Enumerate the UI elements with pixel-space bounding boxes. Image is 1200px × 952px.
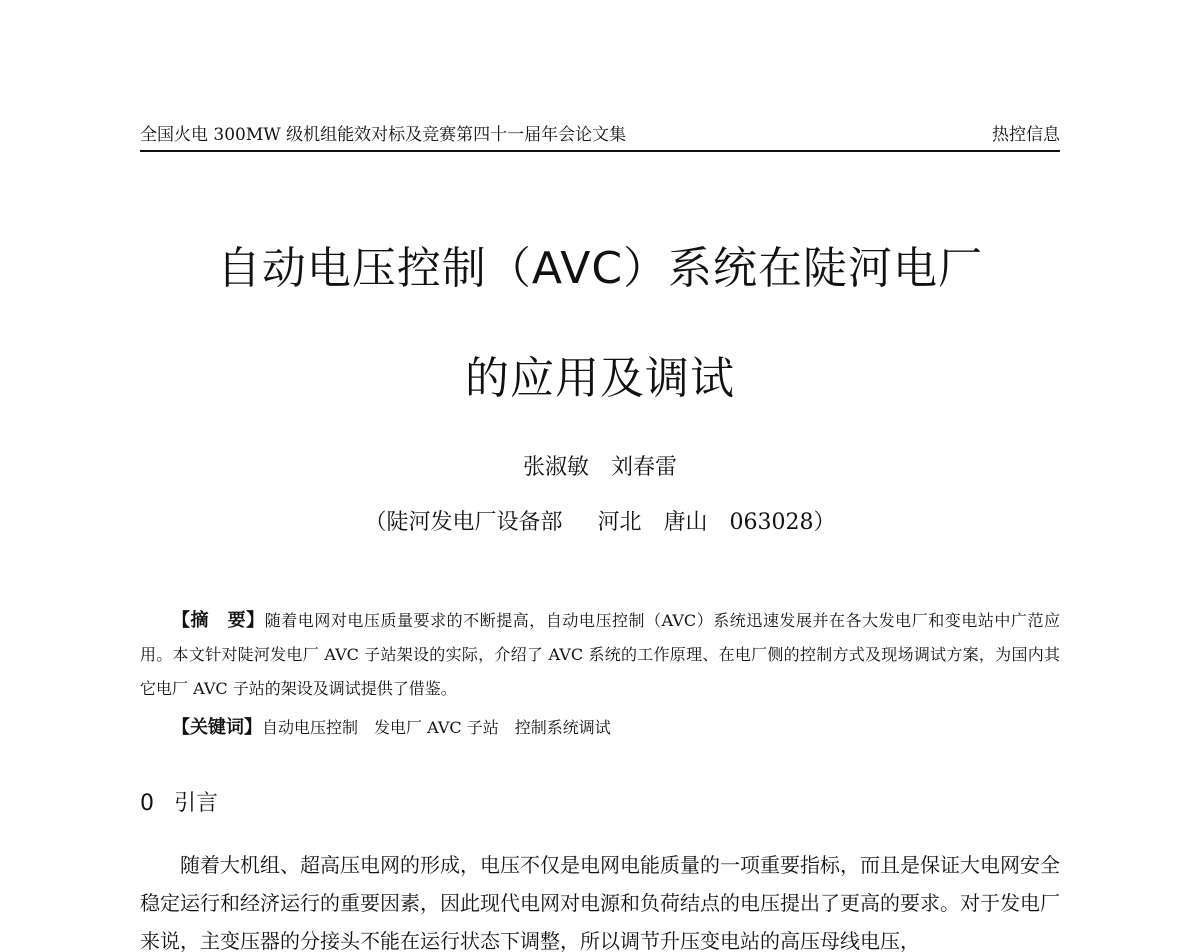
header-proceedings-title: 全国火电 300MW 级机组能效对标及竞赛第四十一届年会论文集 <box>140 125 627 145</box>
running-header <box>140 122 1060 152</box>
abstract-label: 【摘 要】 <box>172 610 265 631</box>
keywords-label: 【关键词】 <box>172 717 262 738</box>
keywords-text: 自动电压控制 发电厂 AVC 子站 控制系统调试 <box>262 718 611 737</box>
paper-affiliation: （陡河发电厂设备部 河北 唐山 063028） <box>364 510 836 535</box>
section-heading-introduction <box>140 786 218 817</box>
header-section-name: 热控信息 <box>992 125 1060 145</box>
paper-authors: 张淑敏 刘春雷 <box>522 455 677 480</box>
section-number: 0 <box>140 791 154 816</box>
introduction-paragraph: 随着大机组、超高压电网的形成，电压不仅是电网电能质量的一项重要指标，而且是保证大电网安全稳定运行和经济运行的重要因素，因此现代电网对电源和负荷结点的电压提出了更高的要求。对于发电厂来说，主变压器的分接头不能在运行状态下调整，所以调节升压变电站的高压母线电压， <box>140 853 1060 952</box>
paper-title-line-1: 自动电压控制（AVC）系统在陡河电厂 <box>216 243 984 294</box>
section-title: 引言 <box>174 791 219 816</box>
paper-title-line-2: 的应用及调试 <box>465 353 735 404</box>
abstract-text: 随着电网对电压质量要求的不断提高，自动电压控制（AVC）系统迅速发展并在各大发电厂和变电站中广范应用。本文针对陡河发电厂 AVC 子站架设的实际，介绍了 AVC 系统的工作原理、在电厂侧的控制方式及现场调试方案，为国内其它电厂 AVC 子站的架设及调试提供了借鉴。 <box>140 611 1061 698</box>
abstract <box>140 604 1060 706</box>
keywords <box>140 714 1060 742</box>
